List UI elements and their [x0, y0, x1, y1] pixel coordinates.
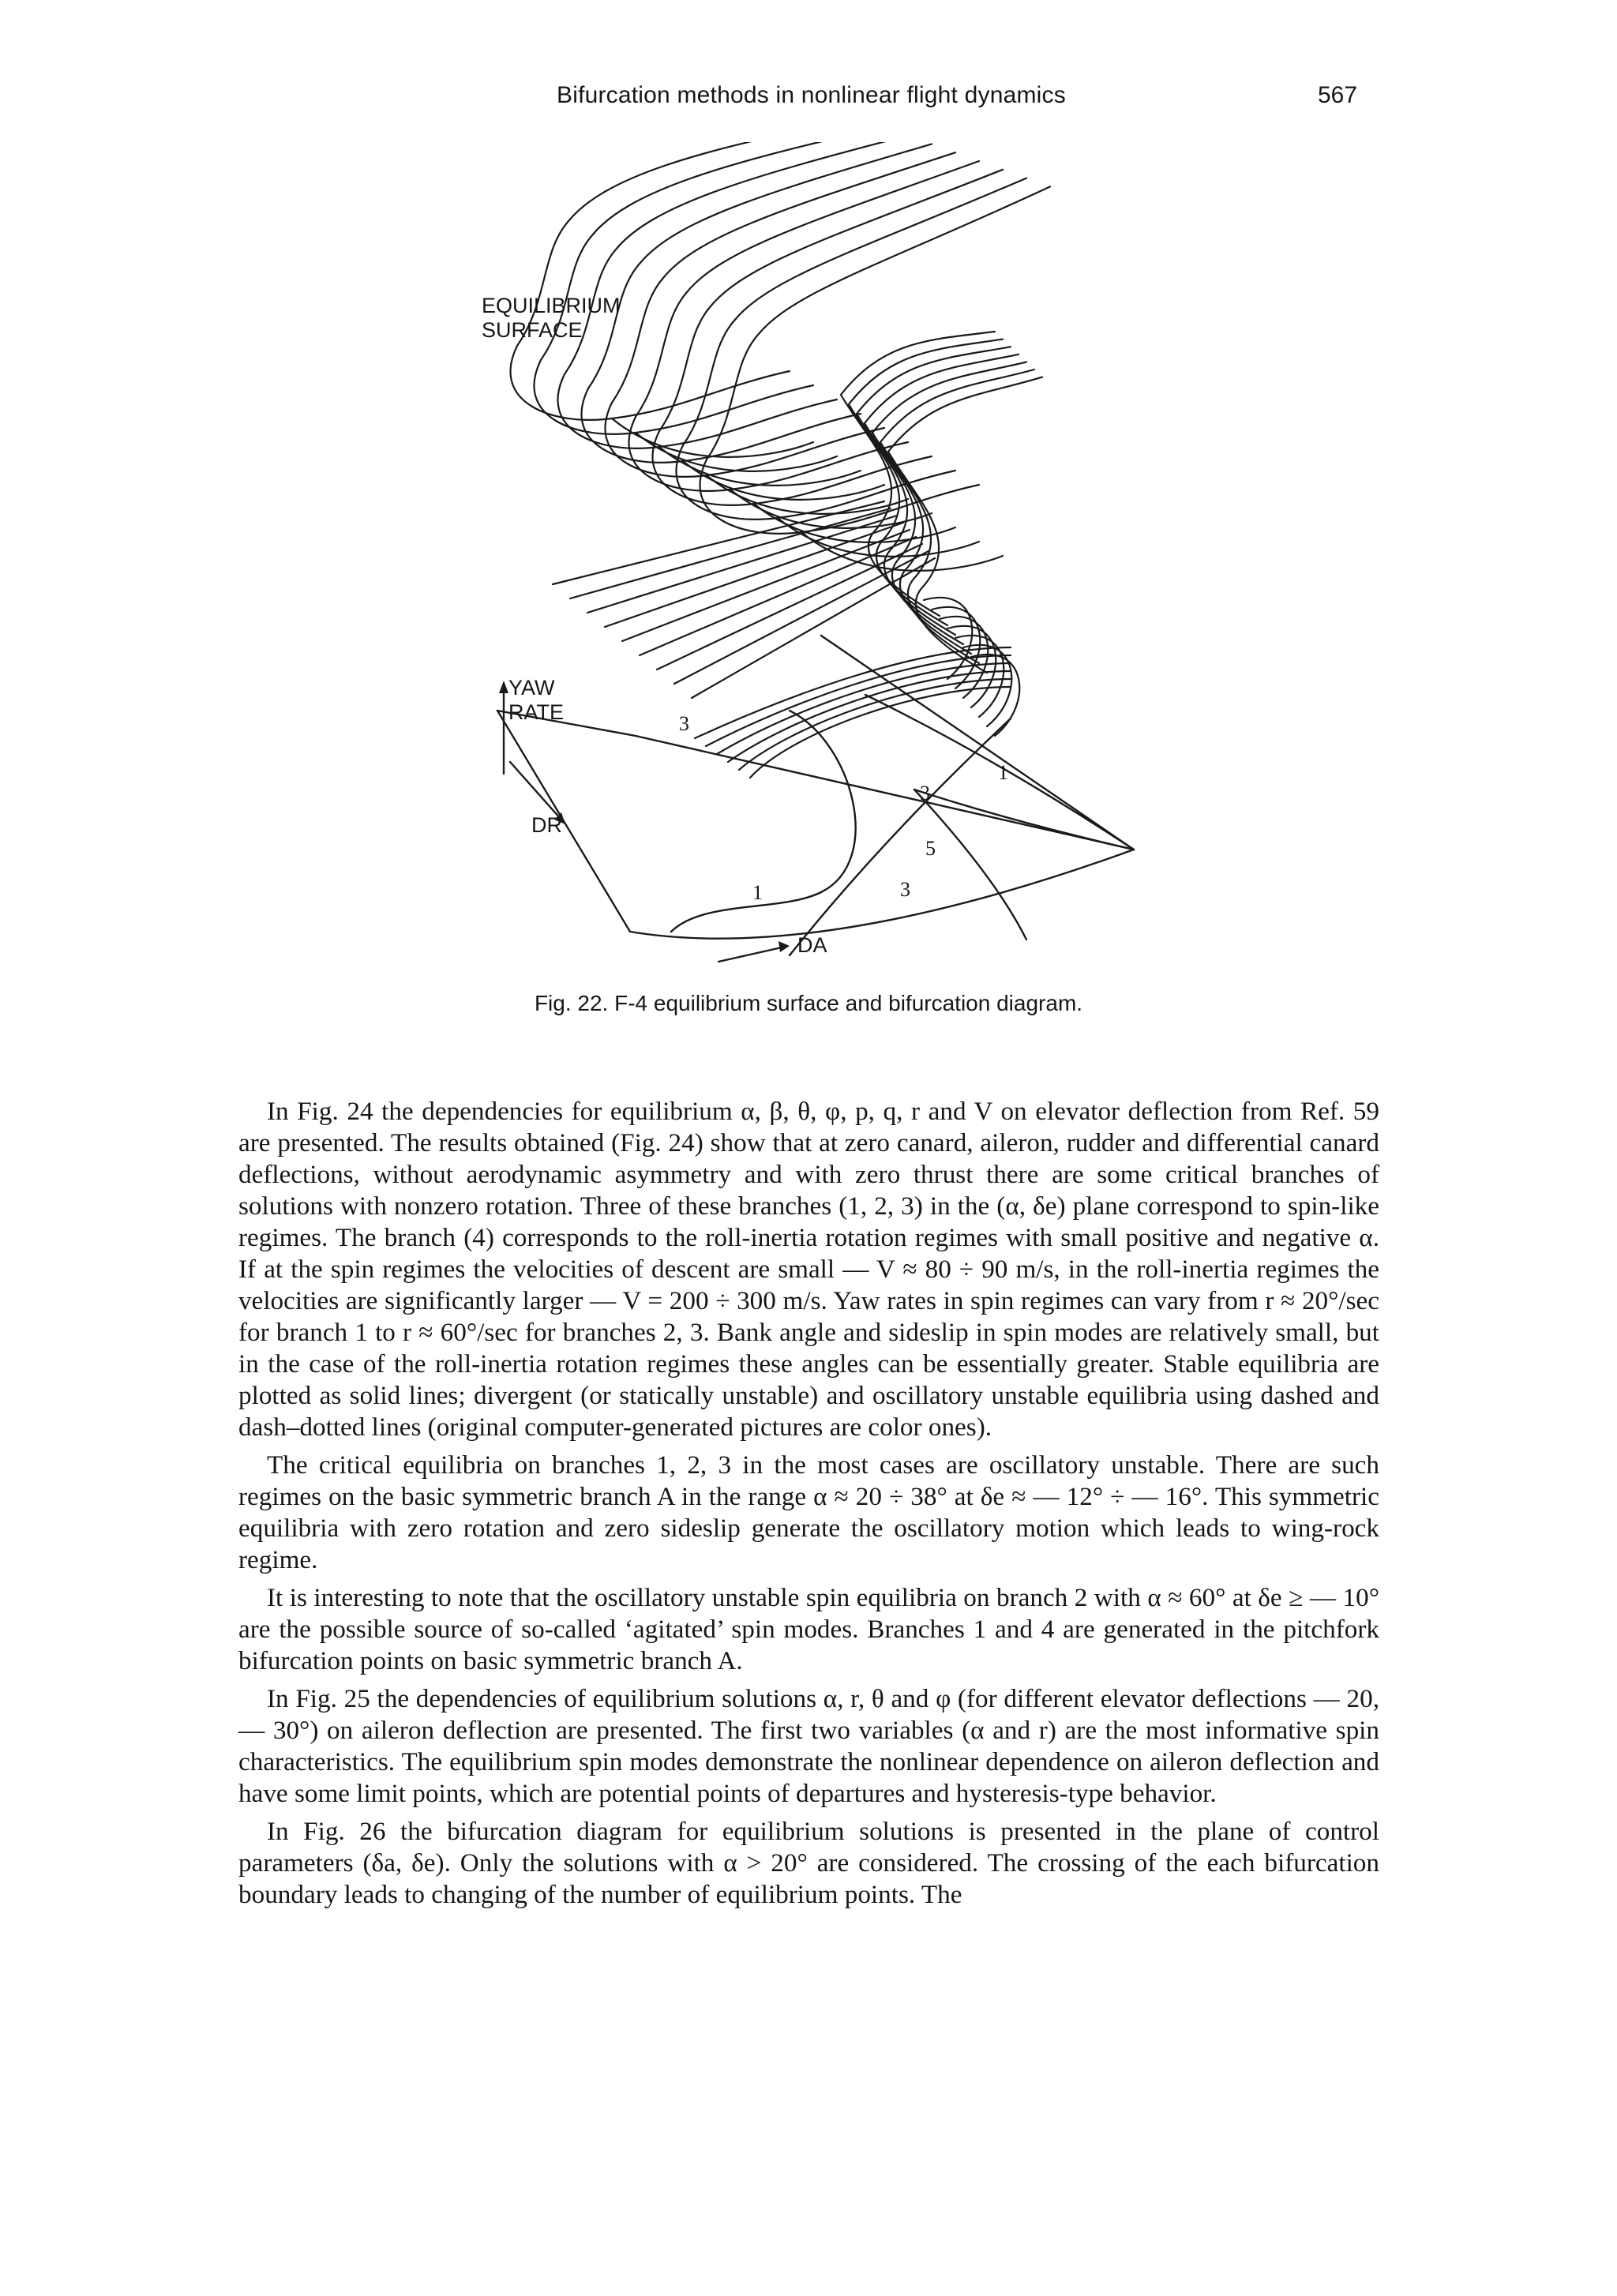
surface-curve: [683, 178, 1026, 445]
branch-number: 1: [752, 881, 763, 904]
surface-curve: [640, 537, 916, 655]
surface-curve: [582, 388, 861, 463]
figure-equilibrium-surface: [442, 142, 1184, 979]
surface-curve: [865, 355, 1019, 644]
surface-curve: [570, 508, 891, 598]
surface-curve: [857, 347, 1011, 635]
paragraph: In Fig. 26 the bifurcation diagram for equilibrium solutions is presented in the plane of control parameters (δa, δe). Only the solutions with α > 20° are considered. The crossing of the each bifurcation boundary leads to changing of the number of equilibrium points. The: [238, 1817, 1379, 1909]
yaw-rate-label: YAW RATE: [508, 676, 565, 724]
figure-caption: Fig. 22. F-4 equilibrium surface and bifurcation diagram.: [534, 991, 1083, 1015]
branch-number: 3: [679, 712, 689, 735]
paragraph: It is interesting to note that the oscillatory unstable spin equilibria on branch 2 with α ≈ 60° at δe ≥ — 10° are the possible source of so-called ‘agitated’ spin modes. Branches 1 and 4 are generated in the pitchfork bifurcation points on basic symmetric branch A.: [238, 1583, 1379, 1675]
da-axis-arrowhead: [778, 941, 790, 952]
page-number: 567: [1318, 82, 1358, 108]
surface-curve: [511, 346, 790, 420]
da-label: DA: [797, 933, 827, 957]
surface-curve: [888, 377, 1042, 673]
surface-curve: [880, 370, 1034, 663]
surface-curve: [622, 530, 910, 641]
yaw-axis-arrowhead: [499, 681, 508, 693]
branch-number: 1: [998, 761, 1008, 784]
bifurcation-curve: [671, 711, 856, 932]
surface-curve: [872, 362, 1026, 654]
branch-number: 3: [900, 878, 910, 901]
surface-curve: [707, 186, 1050, 460]
dr-axis-arrow: [510, 762, 561, 819]
surface-curve: [692, 558, 935, 698]
paragraph: In Fig. 25 the dependencies of equilibrium solutions α, r, θ and φ (for different elevator deflections — 20, — 30°) on aileron deflection are presented. The first two variables (α and r) are the most informative spin characteristics. The equilibrium spin modes demonstrate the nonlinear dependence on aileron deflection and have some limit points, which are potential points of departures and hysteresis-type behavior.: [238, 1684, 1379, 1808]
surface-curve: [558, 374, 837, 448]
running-title: Bifurcation methods in nonlinear flight dynamics: [557, 82, 1066, 108]
bifurcation-line-3: [914, 790, 1134, 850]
surface-curve: [706, 655, 1011, 746]
da-axis-arrow: [718, 947, 782, 962]
branch-number: 3: [920, 782, 930, 805]
body-text: [238, 1096, 1379, 1917]
dr-label: DR: [531, 813, 562, 837]
running-head: [0, 82, 1617, 129]
surface-drawing: [442, 142, 1184, 979]
branch-number: 5: [925, 837, 936, 860]
base-plane-back-edge: [497, 711, 1134, 850]
paragraph: In Fig. 24 the dependencies for equilibrium α, β, θ, φ, p, q, r and V on elevator deflection from Ref. 59 are presented. The results obtained (Fig. 24) show that at zero canard, aileron, rudder and differential canard deflections, without aerodynamic asymmetry and with zero thrust there are some critical branches of solutions with nonzero rotation. Three of these branches (1, 2, 3) in the (α, δe) plane correspond to spin-like regimes. The branch (4) corresponds to the roll-inertia rotation regimes with small positive and negative α. If at the spin regimes the velocities of descent are small — V ≈ 80 ÷ 90 m/s, in the roll-inertia regimes the velocities are significantly larger — V = 200 ÷ 300 m/s. Yaw rates in spin regimes can vary from r ≈ 20°/sec for branch 1 to r ≈ 60°/sec for branches 2, 3. Bank angle and sideslip in spin modes are relatively small, but in the case of the roll-inertia rotation regimes these angles can be essentially greater. Stable equilibria are plotted as solid lines; divergent (or statically unstable) and oscillatory unstable equilibria using dashed and dash–dotted lines (original computer-generated pictures are color ones).: [238, 1097, 1379, 1442]
surface-label: EQUILIBRIUM SURFACE: [482, 294, 621, 342]
surface-curve: [588, 144, 932, 388]
surface-curve: [535, 360, 813, 434]
base-plane-front-edge: [630, 850, 1134, 939]
paragraph: The critical equilibria on branches 1, 2, 3 in the most cases are oscillatory unstable. There are such regimes on the basic symmetric branch A in the range α ≈ 20 ÷ 38° at δe ≈ — 12° ÷ — 16°. This symmetric equilibria with zero rotation and zero sideslip generate the oscillatory motion which leads to wing-rock regime.: [238, 1450, 1379, 1574]
